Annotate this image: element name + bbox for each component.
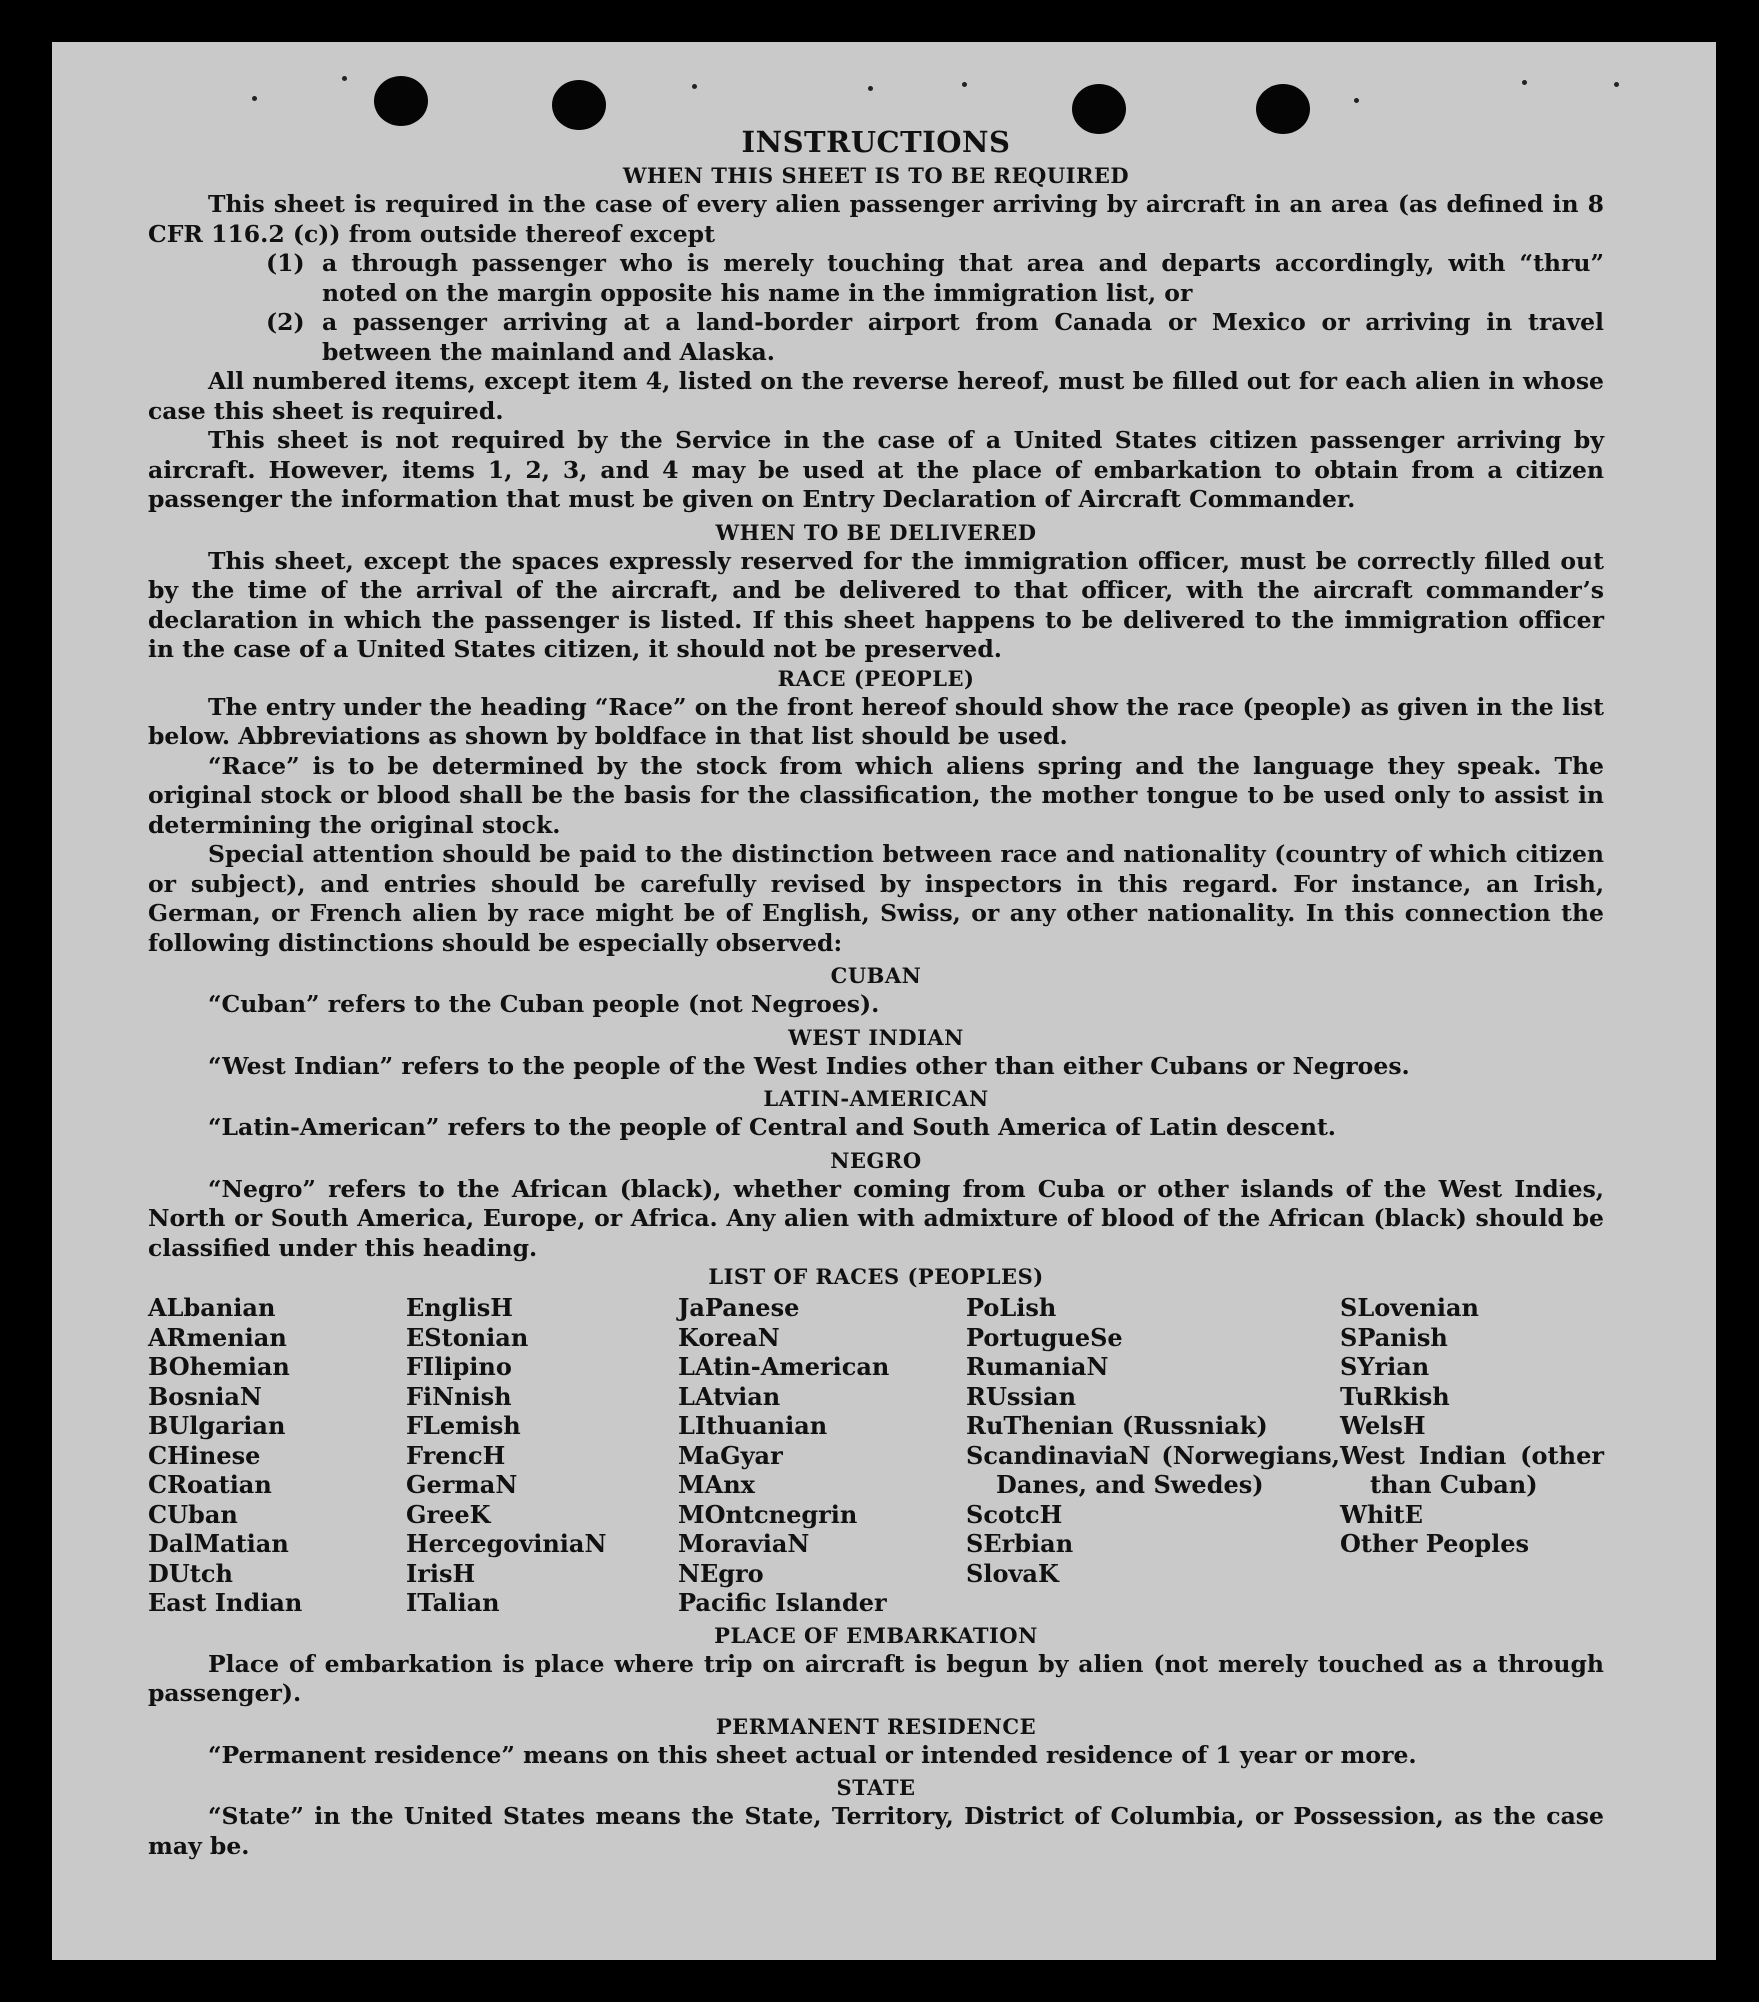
race-p3: Special attention should be paid to the distinction between race and nationality (country of which citizen or subject), and entries should be carefully revised by inspectors in this regard. For instance, an Irish, German, or French alien by race might be of English, Swiss, or any other nationality. In this connection the following distinctions should be especially observed: bbox=[148, 840, 1604, 957]
race-entry: MOntcnegrin bbox=[678, 1499, 858, 1529]
heading-negro: NEGRO bbox=[830, 1147, 922, 1173]
race-column bbox=[406, 1293, 678, 1618]
race-entry: JaPanese bbox=[678, 1293, 800, 1322]
item-text: a passenger arriving at a land-border airport from Canada or Mexico or arriving in travel between the mainland and Alaska. bbox=[322, 308, 1604, 366]
west-indian-text: “West Indian” refers to the people of the West Indies other than either Cubans or Negroes. bbox=[208, 1051, 1410, 1080]
race-column bbox=[1340, 1293, 1604, 1618]
race-entry: ScotcH bbox=[966, 1499, 1063, 1529]
speck bbox=[252, 96, 257, 101]
item-number: (2) bbox=[266, 308, 305, 336]
race-entry: ScandinaviaN (Norwegians, Danes, and Swedes) bbox=[966, 1440, 1340, 1499]
page-title: INSTRUCTIONS bbox=[741, 125, 1011, 159]
race-entry: LAtvian bbox=[678, 1381, 781, 1411]
race-entry: ITalian bbox=[406, 1588, 500, 1617]
exception-item bbox=[148, 308, 1604, 367]
race-entry: East Indian bbox=[148, 1588, 303, 1617]
race-entry: RuThenian (Russniak) bbox=[966, 1411, 1268, 1440]
race-entry: MoraviaN bbox=[678, 1529, 810, 1558]
heading-place-of-embarkation: PLACE OF EMBARKATION bbox=[714, 1622, 1038, 1648]
race-entry: RumaniaN bbox=[966, 1352, 1109, 1381]
speck bbox=[1354, 98, 1359, 103]
race-entry: DalMatian bbox=[148, 1529, 289, 1558]
heading-latin-american: LATIN-AMERICAN bbox=[763, 1086, 989, 1111]
cuban-text: “Cuban” refers to the Cuban people (not Negroes). bbox=[208, 990, 880, 1018]
race-entry: SErbian bbox=[966, 1529, 1074, 1558]
race-entry: PortugueSe bbox=[966, 1322, 1123, 1352]
race-entry: IrisH bbox=[406, 1558, 476, 1588]
race-entry: ALbanian bbox=[148, 1293, 276, 1322]
race-entry: EnglisH bbox=[406, 1293, 513, 1322]
race-entry: DUtch bbox=[148, 1558, 233, 1588]
speck bbox=[342, 76, 347, 81]
race-entry: West Indian (other than Cuban) bbox=[1340, 1440, 1604, 1499]
race-entry: SPanish bbox=[1340, 1322, 1448, 1352]
heading-when-required: WHEN THIS SHEET IS TO BE REQUIRED bbox=[622, 163, 1130, 188]
speck bbox=[962, 82, 967, 87]
race-p2: “Race” is to be determined by the stock from which aliens spring and the language they speak. The original stock or blood shall be the basis for the classification, the mother tongue to be used only to assist in determining the original stock. bbox=[148, 751, 1604, 839]
negro-text: “Negro” refers to the African (black), whether coming from Cuba or other islands of the West Indies, North or South America, Europe, or Africa. Any alien with admixture of blood of the African (black) should be classified under this heading. bbox=[148, 1174, 1604, 1262]
heading-list-of-races: LIST OF RACES (PEOPLES) bbox=[708, 1264, 1044, 1289]
race-p1: The entry under the heading “Race” on the front hereof should show the race (people) as given in the list below. Abbreviations as shown by boldface in that list should be used. bbox=[148, 692, 1604, 750]
latin-american-text: “Latin-American” refers to the people of Central and South America of Latin descent. bbox=[208, 1113, 1336, 1141]
race-entry: GermaN bbox=[406, 1470, 518, 1499]
race-entry: ARmenian bbox=[148, 1322, 287, 1352]
speck bbox=[1614, 82, 1619, 87]
race-entry: LAtin-American bbox=[678, 1352, 890, 1381]
race-entry: SLovenian bbox=[1340, 1293, 1479, 1322]
exception-item bbox=[148, 249, 1604, 308]
race-entry: GreeK bbox=[406, 1499, 491, 1529]
race-entry: EStonian bbox=[406, 1322, 529, 1352]
race-entry: SYrian bbox=[1340, 1352, 1430, 1381]
when-delivered-text: This sheet, except the spaces expressly reserved for the immigration officer, must be correctly filled out by the time of the arrival of the aircraft, and be delivered to that officer, with the aircraft commander’s declaration in which the passenger is listed. If this sheet happens to be delivered to the immigration officer in the case of a United States citizen, it should not be preserved. bbox=[148, 546, 1604, 663]
race-entry: Pacific Islander bbox=[678, 1588, 887, 1617]
heading-when-delivered: WHEN TO BE DELIVERED bbox=[715, 519, 1037, 545]
heading-cuban: CUBAN bbox=[830, 963, 922, 988]
speck bbox=[692, 84, 697, 89]
heading-permanent-residence: PERMANENT RESIDENCE bbox=[715, 1713, 1037, 1739]
race-entry: CRoatian bbox=[148, 1470, 272, 1499]
heading-west-indian: WEST INDIAN bbox=[788, 1024, 964, 1050]
race-column bbox=[148, 1293, 406, 1618]
race-entry: KoreaN bbox=[678, 1322, 780, 1352]
when-required-intro: This sheet is required in the case of every alien passenger arriving by aircraft in an area (as defined in 8 CFR 116.2 (c)) from outside thereof except bbox=[148, 190, 1604, 248]
race-entry: SlovaK bbox=[966, 1558, 1059, 1588]
item-text: a through passenger who is merely touching that area and departs accordingly, with “thru” noted on the margin opposite his name in the immigration list, or bbox=[322, 249, 1604, 307]
item-number: (1) bbox=[266, 249, 305, 277]
race-entry: FrencH bbox=[406, 1440, 506, 1470]
race-column bbox=[966, 1293, 1340, 1618]
punch-hole bbox=[374, 76, 428, 126]
heading-state: STATE bbox=[836, 1775, 916, 1800]
race-entry: HercegoviniaN bbox=[406, 1529, 607, 1558]
race-column bbox=[678, 1293, 966, 1618]
race-entry: FLemish bbox=[406, 1411, 521, 1440]
race-entry: WelsH bbox=[1340, 1411, 1426, 1440]
race-list bbox=[148, 1293, 1604, 1618]
race-entry: WhitE bbox=[1340, 1499, 1423, 1529]
race-entry: LIthuanian bbox=[678, 1411, 828, 1440]
race-entry: MAnx bbox=[678, 1470, 755, 1499]
race-entry: TuRkish bbox=[1340, 1381, 1450, 1411]
race-entry: BosniaN bbox=[148, 1381, 262, 1411]
document-sheet bbox=[52, 42, 1716, 1960]
when-required-p2: All numbered items, except item 4, listed on the reverse hereof, must be filled out for each alien in whose case this sheet is required. bbox=[148, 367, 1604, 425]
heading-race: RACE (PEOPLE) bbox=[777, 665, 975, 691]
race-entry: BOhemian bbox=[148, 1352, 290, 1381]
race-entry: MaGyar bbox=[678, 1440, 783, 1470]
speck bbox=[1522, 80, 1527, 85]
race-entry: NEgro bbox=[678, 1558, 764, 1588]
race-entry: PoLish bbox=[966, 1293, 1057, 1322]
place-of-embarkation-text: Place of embarkation is place where trip on aircraft is begun by alien (not merely touched as a through passenger). bbox=[148, 1649, 1604, 1707]
race-entry: BUlgarian bbox=[148, 1411, 286, 1440]
race-entry: FIlipino bbox=[406, 1352, 512, 1381]
when-required-p3: This sheet is not required by the Service in the case of a United States citizen passenger arriving by aircraft. However, items 1, 2, 3, and 4 may be used at the place of embarkation to obtain from a citizen passenger the information that must be given on Entry Declaration of Aircraft Commander. bbox=[148, 426, 1604, 513]
permanent-residence-text: “Permanent residence” means on this sheet actual or intended residence of 1 year or more. bbox=[208, 1740, 1417, 1769]
state-text: “State” in the United States means the State, Territory, District of Columbia, or Possession, as the case may be. bbox=[148, 1802, 1604, 1860]
race-entry: FiNnish bbox=[406, 1381, 512, 1411]
instructions-content bbox=[148, 122, 1604, 1861]
race-entry: RUssian bbox=[966, 1381, 1077, 1411]
speck bbox=[868, 86, 873, 91]
race-entry: CUban bbox=[148, 1499, 238, 1529]
race-entry: Other Peoples bbox=[1340, 1529, 1530, 1558]
race-entry: CHinese bbox=[148, 1440, 261, 1470]
